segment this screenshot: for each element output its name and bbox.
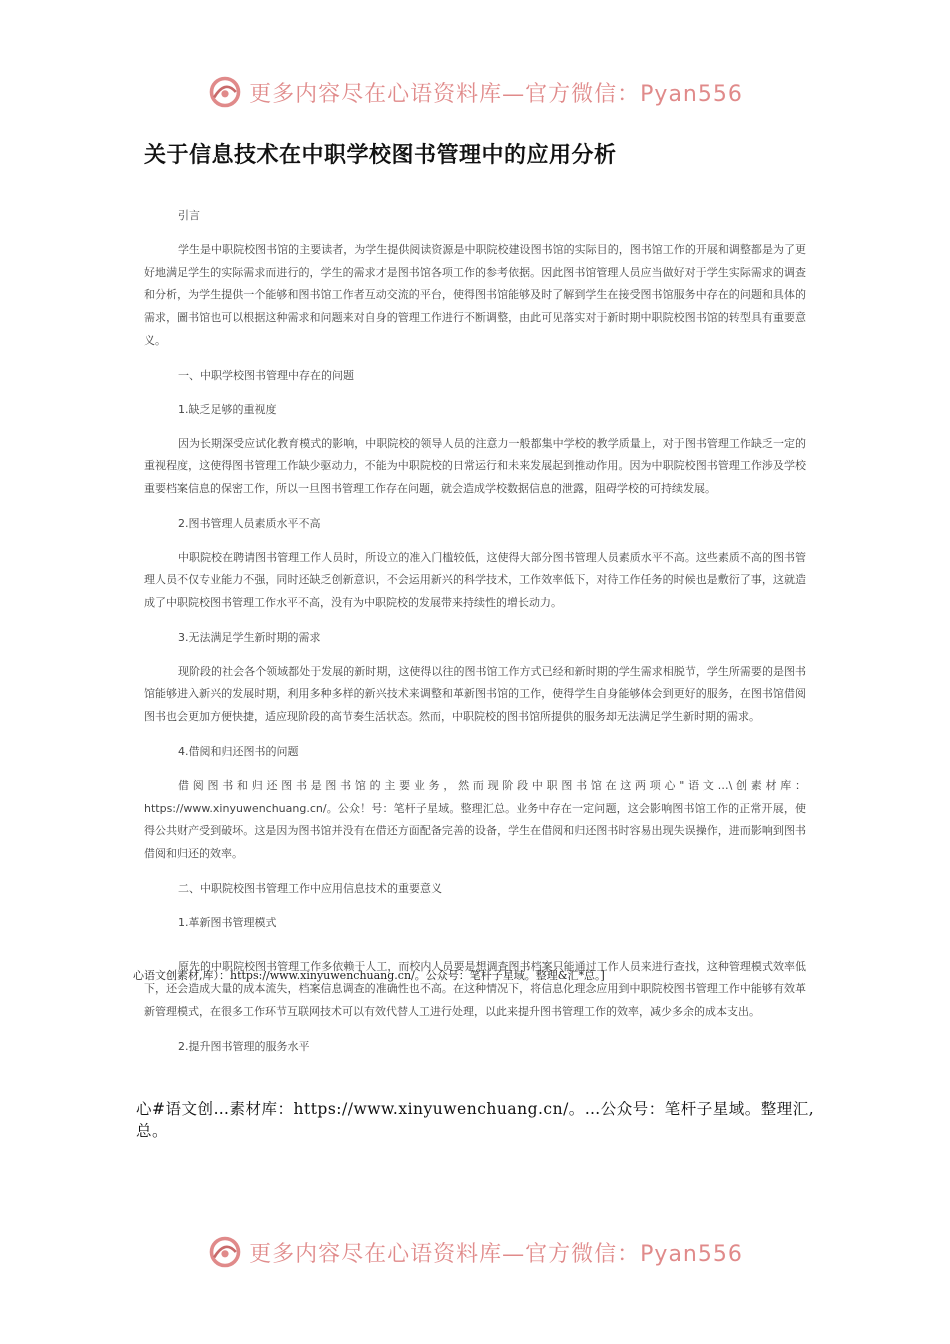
banner-slogan: 更多内容尽在心语资料库—官方微信： xyxy=(249,1241,641,1267)
header-watermark-banner xyxy=(0,70,950,114)
intro-paragraph: 学生是中职院校图书馆的主要读者，为学生提供阅读资源是中职院校建设图书馆的实际目的，图书馆工作的开展和调整都是为了更好地满足学生的实际需求而进行的，学生的需求才是图书馆各项工作的参考依据。因此图书馆管理人员应当做好对于学生实际需求的调查和分析，为学生提供一个能够和图书馆工作者互动交流的平台，使得图书馆能够及时了解到学生在接受图书馆服务中存在的问题和具体的需求，圖书馆也可以根据这种需求和问题来对自身的管理工作进行不断调整，由此可见落实对于新时期中职院校图书馆的转型具有重要意义。 xyxy=(144,243,806,347)
document-body xyxy=(144,205,806,1070)
banner-text xyxy=(249,77,743,108)
banner-wechat-id: Pyan556 xyxy=(640,1241,743,1267)
p1-heading: 1.缺乏足够的重视度 xyxy=(178,402,277,416)
banner-wechat-id: Pyan556 xyxy=(640,81,743,107)
p3-paragraph: 现阶段的社会各个领域都处于发展的新时期，这使得以往的图书馆工作方式已经和新时期的学生需求相脱节，学生所需要的是图书馆能够进入新兴的发展时期，利用多种多样的新兴技术来调整和革新图书馆的工作，使得学生自身能够体会到更好的服务，在图书馆借阅图书也会更加方便快捷，适应现阶段的高节奏生活状态。然而，中职院校的图书馆所提供的服务却无法满足学生新时期的需求。 xyxy=(144,664,806,724)
p2-paragraph: 中职院校在聘请图书管理工作人员时，所设立的准入门槛较低，这使得大部分图书管理人员素质水平不高。这些素质不高的图书管理人员不仅专业能力不强，同时还缺乏创新意识，不会运用新兴的科学技术，工作效率低下，对待工作任务的时候也是敷衍了事，这就造成了中职院校图书管理工作水平不高，没有为中职院校的发展带来持续性的增长动力。 xyxy=(144,550,806,610)
document-title: 关于信息技术在中职学校图书管理中的应用分析 xyxy=(144,143,617,168)
p2-heading: 2.图书管理人员素质水平不高 xyxy=(178,516,321,530)
banner-text xyxy=(249,1237,743,1268)
intro-heading: 引言 xyxy=(178,209,200,222)
banner-slogan: 更多内容尽在心语资料库—官方微信： xyxy=(249,81,641,107)
q1-heading: 1.革新图书管理模式 xyxy=(178,915,277,929)
p4-heading: 4.借阅和归还图书的问题 xyxy=(178,744,299,758)
footer-watermark-banner xyxy=(0,1230,950,1274)
part2-heading: 二、中职院校图书管理工作中应用信息技术的重要意义 xyxy=(178,881,442,895)
q2-heading: 2.提升图书管理的服务水平 xyxy=(178,1039,310,1053)
swirl-logo-icon xyxy=(207,1234,243,1270)
p4-paragraph: 借阅图书和归还图书是图书馆的主要业务，然而现阶段中职图书馆在这两项心"语文…\创素材库：https://www.xinyuwenchuang.cn/。公众！号：笔杆子星域。整理汇总。业务中存在一定问题，这会影响图书馆工作的正常开展，使得公共财产受到破坏。这是因为图书馆并没有在借还方面配备完善的设备，学生在借阅和归还图书时容易出现失误操作，进而影响到图书借阅和归还的效率。 xyxy=(144,778,806,860)
p3-heading: 3.无法满足学生新时期的需求 xyxy=(178,630,321,644)
swirl-logo-icon xyxy=(207,74,243,110)
q1-paragraph: 原先的中职院校图书管理工作多依赖于人工，而校内人员要是想调查图书档案只能通过工作人员来进行查找，这种管理模式效率低下，还会造成大量的成本流失，档案信息调查的准确性也不高。在这种情况下，将信息化理念应用到中职院校图书管理工作中能够有效革新管理模式，在很多工作环节互联网技术可以有效代替人工进行处理，以此来提升图书管理工作的效率，减少多余的成本支出。 xyxy=(144,959,806,1019)
p1-paragraph: 因为长期深受应试化教育模式的影响，中职院校的领导人员的注意力一般都集中学校的教学质量上，对于图书管理工作缺乏一定的重视程度，这使得图书管理工作缺少驱动力，不能为中职院校的日常运行和未来发展起到推动作用。因为中职院校图书管理工作涉及学校重要档案信息的保密工作，所以一旦图书管理工作存在问题，就会造成学校数据信息的泄露，阻碍学校的可持续发展。 xyxy=(144,436,806,495)
part1-heading: 一、中职学校图书管理中存在的问题 xyxy=(178,368,354,382)
watermark-overlay-small: 心语文创素材,库）：https://www.xinyuwenchuang.cn/。公众号：笔杆子星域。整理&汇*总。] xyxy=(133,969,605,982)
watermark-overlay-large: 心#语文创…素材库：https://www.xinyuwenchuang.cn/。…公众号：笔杆子星域。整理汇,总。 xyxy=(136,1100,815,1140)
